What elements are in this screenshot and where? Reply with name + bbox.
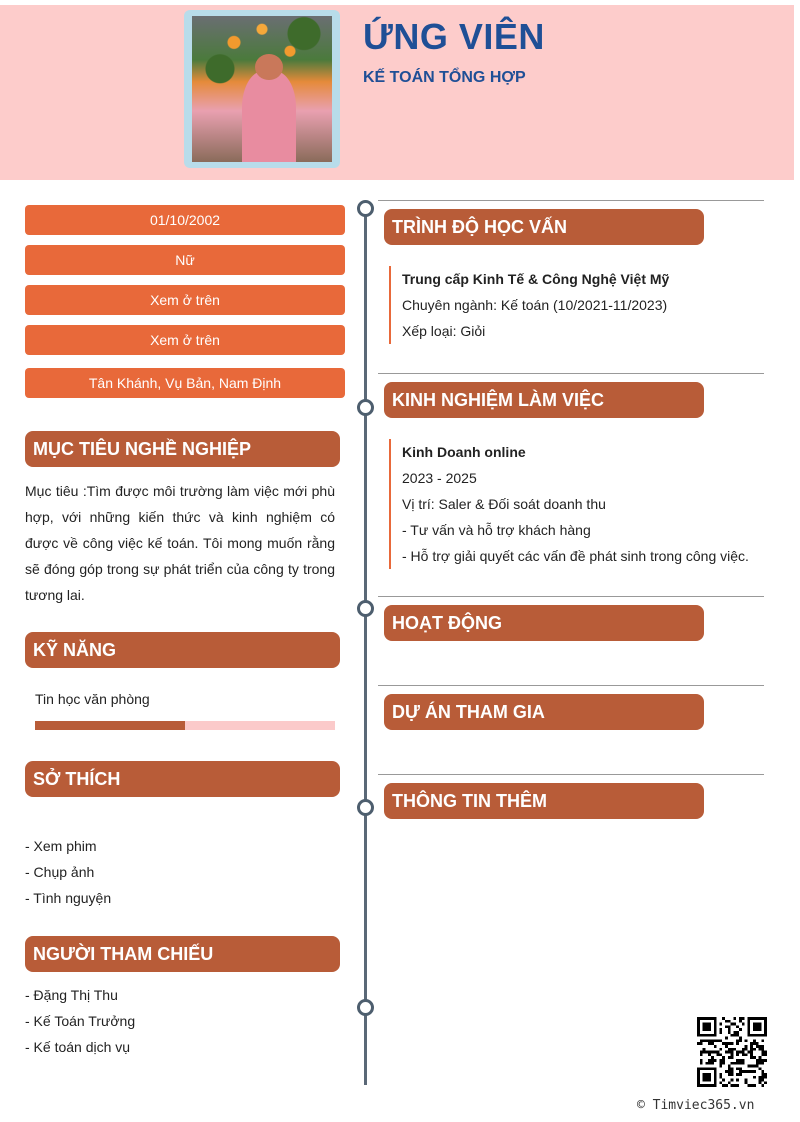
timeline-dot xyxy=(357,600,374,617)
hobbies-title: SỞ THÍCH xyxy=(25,761,340,797)
skills-title: KỸ NĂNG xyxy=(25,632,340,668)
education-entry xyxy=(389,266,669,344)
timeline-dot xyxy=(357,999,374,1016)
divider xyxy=(378,685,764,686)
candidate-name: ỨNG VIÊN xyxy=(363,16,545,57)
references-title: NGƯỜI THAM CHIẾU xyxy=(25,936,340,972)
footer-watermark: © Timviec365.vn xyxy=(637,1098,755,1113)
skill-bar xyxy=(35,721,335,730)
objective-title: MỤC TIÊU NGHỀ NGHIỆP xyxy=(25,431,340,467)
list-item: - Kế toán dịch vụ xyxy=(25,1039,131,1055)
avatar xyxy=(184,10,340,168)
experience-title: KINH NGHIỆM LÀM VIỆC xyxy=(384,382,704,418)
school-name: Trung cấp Kinh Tế & Công Nghệ Việt Mỹ xyxy=(402,271,670,287)
projects-title: DỰ ÁN THAM GIA xyxy=(384,694,704,730)
phone-field: Xem ở trên xyxy=(25,285,345,315)
divider xyxy=(378,774,764,775)
objective-text: Mục tiêu :Tìm được môi trường làm việc mới phù hợp, với những kiến thức và kinh nghiệm có được về công việc kế toán. Tôi mong muốn rằng sẽ đóng góp trong sự phát triển của công ty trong tương lai. xyxy=(25,483,335,603)
profile-photo xyxy=(192,16,332,162)
job-title: KẾ TOÁN TỔNG HỢP xyxy=(363,69,526,86)
experience-role: Vị trí: Saler & Đối soát doanh thu xyxy=(402,496,606,512)
skill-name: Tin học văn phòng xyxy=(35,691,150,707)
experience-period: 2023 - 2025 xyxy=(402,470,477,486)
activities-title: HOẠT ĐỘNG xyxy=(384,605,704,641)
qr-code xyxy=(697,1017,767,1087)
birthday-field: 01/10/2002 xyxy=(25,205,345,235)
email-field: Xem ở trên xyxy=(25,325,345,355)
experience-duty: - Tư vấn và hỗ trợ khách hàng xyxy=(402,522,591,538)
timeline-dot xyxy=(357,200,374,217)
experience-entry xyxy=(389,439,749,569)
company-name: Kinh Doanh online xyxy=(402,444,526,460)
education-title: TRÌNH ĐỘ HỌC VẤN xyxy=(384,209,704,245)
references-list xyxy=(25,982,135,1060)
address-field: Tân Khánh, Vụ Bản, Nam Định xyxy=(25,368,345,398)
divider xyxy=(378,596,764,597)
skill-bar-fill xyxy=(35,721,185,730)
more-info-title: THÔNG TIN THÊM xyxy=(384,783,704,819)
divider xyxy=(378,373,764,374)
education-grade: Xếp loại: Giỏi xyxy=(402,323,486,339)
education-major: Chuyên ngành: Kế toán (10/2021-11/2023) xyxy=(402,297,668,313)
list-item: - Xem phim xyxy=(25,838,97,854)
timeline-dot xyxy=(357,799,374,816)
hobbies-list xyxy=(25,833,111,911)
list-item: - Tình nguyện xyxy=(25,890,112,906)
list-item: - Đặng Thị Thu xyxy=(25,987,118,1003)
timeline-line xyxy=(364,203,367,1085)
divider xyxy=(378,200,764,201)
timeline-dot xyxy=(357,399,374,416)
gender-field: Nữ xyxy=(25,245,345,275)
list-item: - Kế Toán Trưởng xyxy=(25,1013,136,1029)
list-item: - Chụp ảnh xyxy=(25,864,95,880)
experience-duty: - Hỗ trợ giải quyết các vấn đề phát sinh trong công việc. xyxy=(402,548,749,564)
